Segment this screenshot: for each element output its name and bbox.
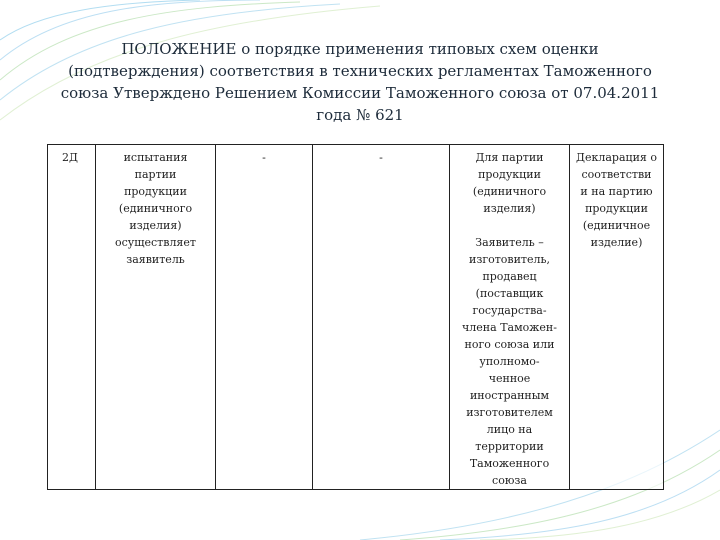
testing-line: партии — [134, 168, 177, 181]
scheme-code: 2Д — [62, 151, 78, 164]
testing-line: изделия) — [129, 219, 182, 232]
applicant-line: члена Таможен- — [462, 321, 557, 334]
document-line: Декларация о — [576, 151, 657, 164]
applicant-line: изготовителем — [466, 406, 553, 419]
table-row — [48, 145, 664, 490]
applicant-line: (поставщик — [475, 287, 544, 300]
title-line-3: союза Утверждено Решением Комиссии Таможенного союза от 07.04.2011 — [60, 84, 660, 102]
document-line: изделие) — [590, 236, 643, 249]
applicant-line: иностранным — [469, 389, 550, 402]
applicant-top-line: Для партии — [475, 151, 544, 164]
testing-line: (единичного — [118, 202, 193, 215]
applicant-line: изготовитель, — [468, 253, 551, 266]
applicant-line: территории — [475, 440, 544, 453]
title-line-2: (подтверждения) соответствия в технических регламентах Таможенного — [68, 62, 652, 80]
scheme-code-cell — [48, 145, 96, 490]
document-line: (единичное — [582, 219, 651, 232]
applicant-line: ченное — [488, 372, 531, 385]
document-cell — [570, 145, 664, 490]
title-line-4: года № 621 — [316, 106, 404, 124]
dash-value: - — [379, 151, 383, 164]
document-line: и на партию — [580, 185, 653, 198]
testing-line: продукции — [124, 185, 187, 198]
applicant-line: союза — [492, 474, 527, 487]
testing-line: испытания — [123, 151, 188, 164]
applicant-line: лицо на — [486, 423, 533, 436]
testing-cell — [96, 145, 216, 490]
applicant-line: Таможенного — [469, 457, 550, 470]
applicant-top-line: продукции — [478, 168, 541, 181]
applicant-line: Заявитель – — [475, 236, 544, 249]
applicant-top-line: изделия) — [483, 202, 536, 215]
dash-cell-4 — [313, 145, 450, 490]
dash-cell-3 — [216, 145, 313, 490]
document-title — [40, 38, 680, 126]
testing-line: осуществляет — [115, 236, 196, 249]
title-line-1: ПОЛОЖЕНИЕ о порядке применения типовых схем оценки — [121, 40, 599, 58]
applicant-line: уполномо- — [479, 355, 540, 368]
applicant-line: государства- — [472, 304, 547, 317]
applicant-line: продавец — [482, 270, 537, 283]
dash-value: - — [262, 151, 266, 164]
document-line: продукции — [585, 202, 648, 215]
document-line: соответстви — [581, 168, 652, 181]
applicant-top-line: (единичного — [472, 185, 547, 198]
applicant-line: ного союза или — [464, 338, 555, 351]
scheme-table — [47, 144, 664, 490]
applicant-cell — [450, 145, 570, 490]
testing-line: заявитель — [126, 253, 185, 266]
